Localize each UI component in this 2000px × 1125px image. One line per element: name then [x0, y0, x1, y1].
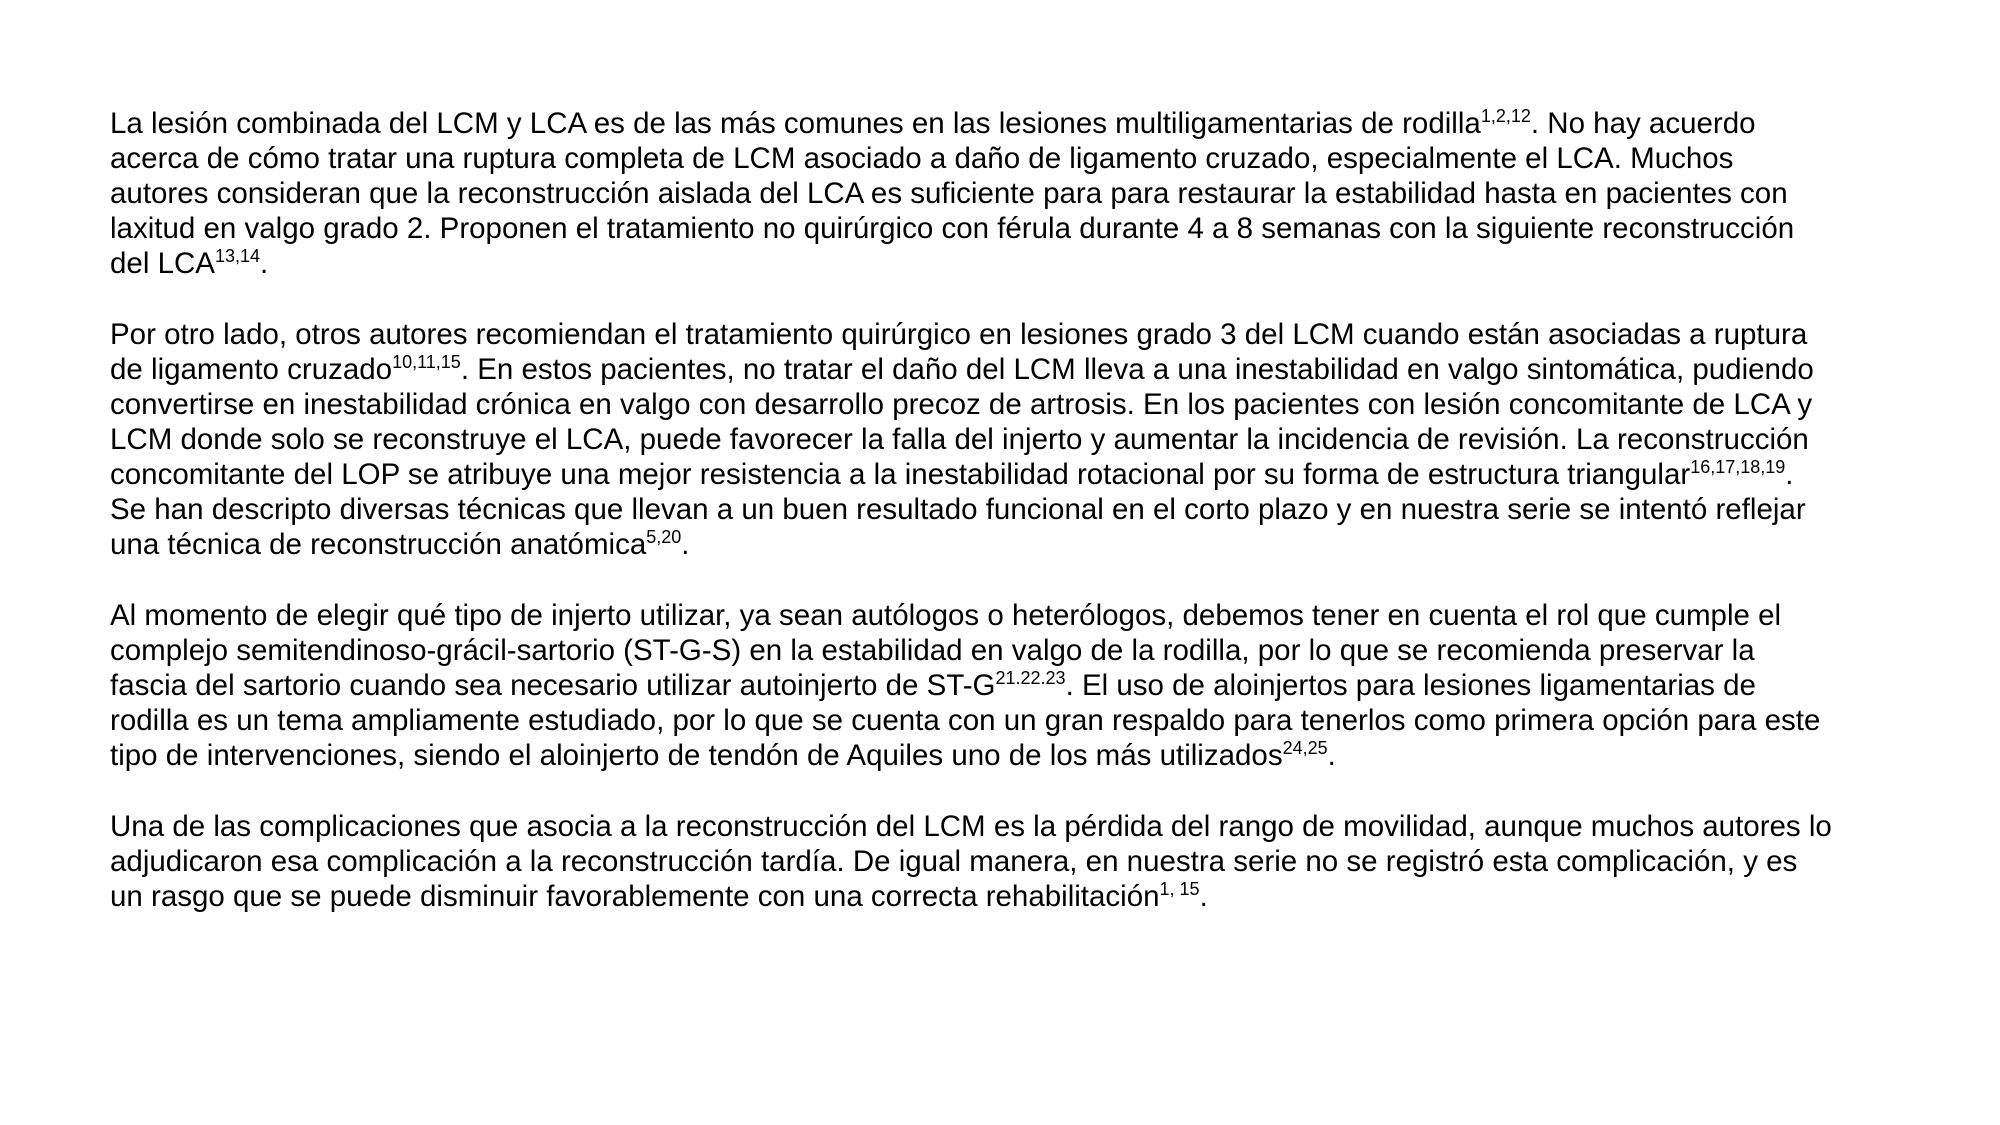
text-line: convertirse en inestabilidad crónica en valgo con desarrollo precoz de artrosis. En los pacientes con lesión concomitante de LCA y [110, 388, 1813, 421]
text-line: Se han descripto diversas técnicas que llevan a un buen resultado funcional en el corto plazo y en nuestra serie se intentó reflejar [110, 493, 1806, 526]
text-line: La lesión combinada del LCM y LCA es de las más comunes en las lesiones multiligamentarias de rodilla$^{1,2,12}$. No hay acuerdo [110, 106, 1756, 140]
text-line: fascia del sartorio cuando sea necesario utilizar autoinjerto de $ST-G^{21.22.23}$. El uso de aloinjertos para lesiones ligamentarias de [110, 668, 1756, 702]
citation: 13,14 [214, 246, 260, 266]
citation: 16,17,18,19 [1690, 457, 1786, 477]
citation: 1,2,12 [1480, 106, 1531, 126]
citation: 10,11,15 [392, 352, 461, 372]
text-line: Al momento de elegir qué tipo de injerto utilizar, ya sean autólogos o heterólogos, debemos tener en cuenta el rol que cumple el [110, 599, 1782, 632]
text-line: Por otro lado, otros autores recomiendan el tratamiento quirúrgico en lesiones grado 3 del LCM cuando están asociadas a ruptura [110, 318, 1808, 351]
citation: 1, 15 [1159, 879, 1200, 899]
body-text [110, 106, 1920, 950]
text-line: acerca de cómo tratar una ruptura completa de LCM asociado a daño de ligamento cruzado, especialmente el LCA. Muchos [110, 142, 1734, 175]
paragraph-3 [110, 598, 1920, 773]
text-line: rodilla es un tema ampliamente estudiado, por lo que se cuenta con un gran respaldo para tenerlos como primera opción para este [110, 704, 1821, 737]
paragraph-1 [110, 106, 1920, 281]
text-line: laxitud en valgo grado 2. Proponen el tratamiento no quirúrgico con férula durante 4 a 8 semanas con la siguiente reconstrucción [110, 212, 1795, 245]
text-line: adjudicaron esa complicación a la reconstrucción tardía. De igual manera, en nuestra serie no se registró esta complicación, y es [110, 845, 1798, 878]
text-line: del LCA$^{13,14}$. [110, 246, 269, 280]
text-line: concomitante del LOP se atribuye una mejor resistencia a la inestabilidad rotacional por su forma de estructura triangular$^{16,17,18,19}$. [110, 457, 1794, 491]
text-line: autores consideran que la reconstrucción aislada del LCA es suficiente para para restaurar la estabilidad hasta en pacientes con [110, 177, 1788, 210]
text-line: una técnica de reconstrucción anatómica$^{5,20}$. [110, 527, 690, 561]
text-line: un rasgo que se puede disminuir favorablemente con una correcta rehabilitación$^{1, 15}$. [110, 879, 1208, 913]
citation: 21.22.23 [995, 668, 1066, 688]
paragraph-4 [110, 809, 1920, 914]
paragraph-2 [110, 317, 1920, 562]
text-line: LCM donde solo se reconstruye el LCA, puede favorecer la falla del injerto y aumentar la incidencia de revisión. La reconstrucción [110, 423, 1809, 456]
citation: 5,20 [646, 527, 682, 547]
citation: 24,25 [1282, 738, 1328, 758]
text-line: Una de las complicaciones que asocia a la reconstrucción del LCM es la pérdida del rango de movilidad, aunque muchos autores lo [110, 810, 1832, 843]
text-line: tipo de intervenciones, siendo el aloinjerto de tendón de Aquiles uno de los más utilizados$^{24,25}$. [110, 738, 1336, 772]
text-line: de ligamento cruzado$^{10,11,15}$. En estos pacientes, no tratar el daño del LCM lleva a una inestabilidad en valgo sintomática, pudiendo [110, 352, 1814, 386]
text-line: complejo semitendinoso-grácil-sartorio (ST-G-S) en la estabilidad en valgo de la rodilla, por lo que se recomienda preservar la [110, 634, 1755, 667]
